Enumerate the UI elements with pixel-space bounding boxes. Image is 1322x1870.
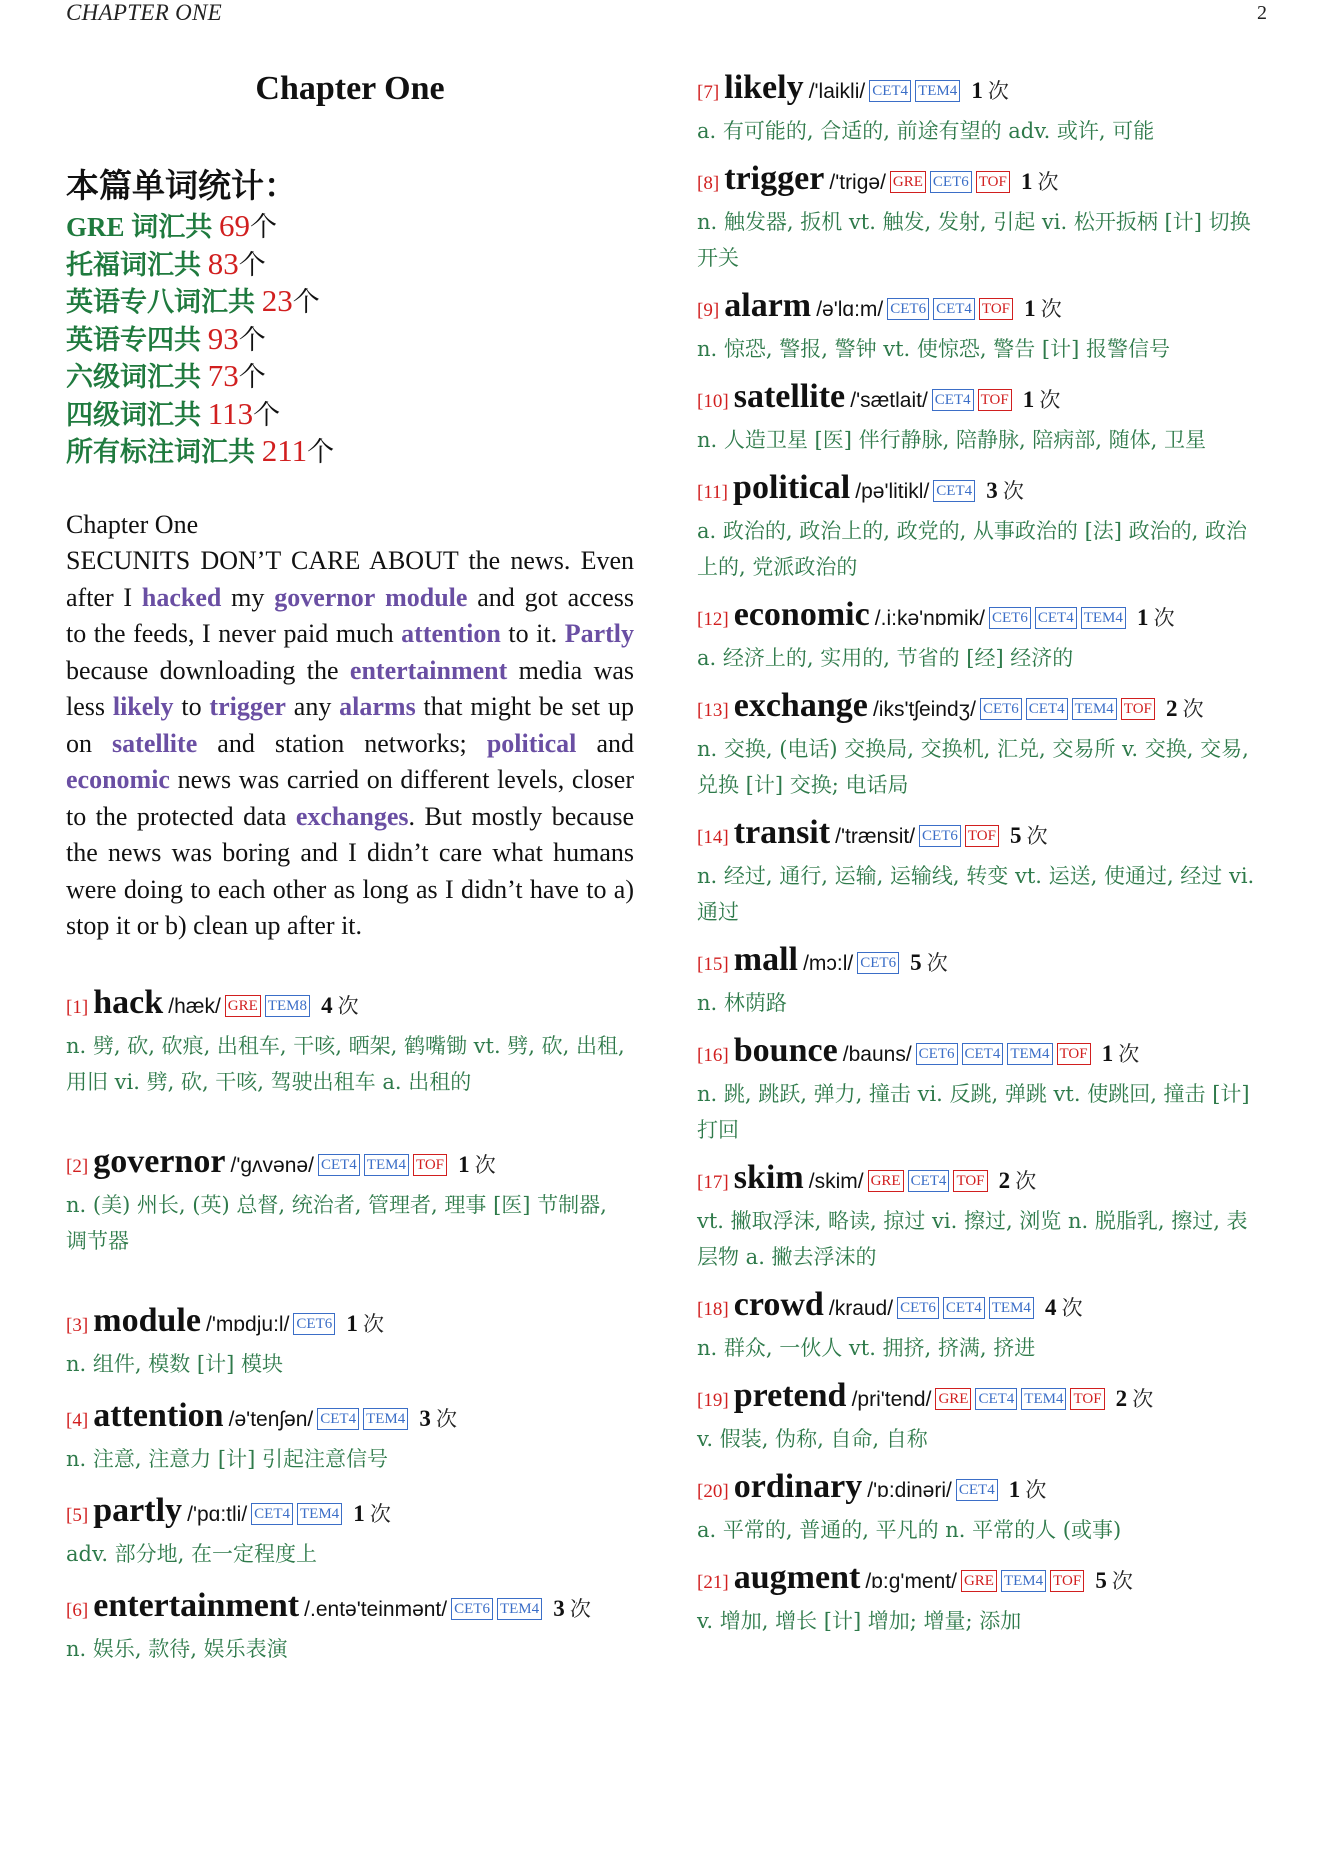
exam-tag: GRE	[225, 995, 261, 1017]
passage-text: to it.	[500, 619, 565, 648]
occurrence-count: 1	[1020, 169, 1033, 194]
entry-index: [21]	[697, 1572, 729, 1593]
times-label: 次	[1182, 697, 1204, 721]
vocab-entry	[697, 940, 1267, 1021]
exam-tag: CET4	[962, 1043, 1004, 1065]
entry-index: [8]	[697, 173, 720, 194]
vocab-entry	[697, 377, 1267, 458]
passage-text: and station networks;	[197, 728, 487, 758]
headword: political	[733, 469, 851, 506]
entry-header	[697, 159, 1267, 204]
passage-text: to	[173, 692, 210, 721]
highlighted-word: likely	[112, 692, 174, 721]
entry-index: [18]	[697, 1299, 729, 1320]
occurrence-count: 1	[1101, 1041, 1114, 1066]
definition: n. 惊恐, 警报, 警钟 vt. 使惊恐, 警告 [计] 报警信号	[697, 337, 1170, 361]
passage	[66, 507, 634, 945]
exam-tag: TEM4	[363, 1408, 408, 1430]
entry-header	[66, 1301, 634, 1346]
vocab-entry	[697, 813, 1267, 930]
exam-tag: CET4	[869, 80, 911, 102]
passage-text: news was carried on different levels, closer to the protected data	[66, 765, 634, 831]
definition: a. 有可能的, 合适的, 前途有望的 adv. 或许, 可能	[697, 119, 1155, 143]
vocab-entry	[697, 1285, 1267, 1366]
phonetic: /'mɒdju:l/	[206, 1312, 290, 1336]
definition: adv. 部分地, 在一定程度上	[66, 1541, 318, 1566]
entry-header	[697, 686, 1267, 731]
headword: attention	[93, 1396, 224, 1434]
times-label: 次	[1037, 170, 1059, 194]
highlighted-word: Partly	[564, 619, 634, 648]
passage-body	[66, 543, 634, 945]
stat-line	[66, 246, 634, 284]
times-label: 次	[1153, 606, 1175, 630]
occurrence-count: 1	[1008, 1477, 1021, 1502]
stat-count: 73	[207, 358, 239, 393]
entry-index: [5]	[66, 1504, 89, 1526]
highlighted-word: attention	[401, 619, 501, 648]
stat-count: 93	[207, 320, 239, 356]
chapter-title: Chapter One	[255, 70, 445, 107]
exam-tag: CET4	[975, 1388, 1017, 1410]
occurrence-count: 1	[458, 1151, 470, 1177]
stat-line	[66, 358, 634, 396]
definition: n. 人造卫星 [医] 伴行静脉, 陪静脉, 陪病部, 随体, 卫星	[697, 428, 1207, 452]
passage-text: that might be set up on	[66, 692, 634, 758]
headword: economic	[733, 596, 870, 633]
times-label: 次	[1132, 1387, 1154, 1411]
occurrence-count: 1	[1022, 387, 1035, 412]
times-label: 次	[1039, 388, 1061, 412]
exam-tag: TEM8	[265, 995, 310, 1017]
entry-index: [17]	[697, 1172, 729, 1193]
stat-line	[66, 321, 634, 359]
occurrence-count: 1	[1136, 605, 1149, 630]
entry-header	[697, 468, 1267, 513]
exam-tag: GRE	[868, 1170, 904, 1192]
occurrence-count: 3	[986, 478, 998, 503]
entry-header	[697, 377, 1267, 422]
stat-line	[66, 283, 634, 321]
entry-index: [6]	[66, 1599, 89, 1621]
highlighted-word: module	[385, 582, 468, 612]
vocab-entry	[66, 1491, 634, 1572]
occurrence-count: 5	[910, 950, 922, 975]
headword: ordinary	[733, 1468, 863, 1505]
entry-index: [20]	[697, 1481, 729, 1502]
phonetic: /'gʌvənə/	[230, 1153, 314, 1177]
entry-index: [19]	[697, 1390, 729, 1411]
stat-line	[66, 396, 634, 434]
times-label: 次	[1025, 1478, 1047, 1502]
headword: augment	[733, 1559, 861, 1596]
headword: pretend	[733, 1377, 847, 1414]
vocab-list-right	[697, 68, 1267, 1639]
stat-unit: 个	[292, 287, 320, 317]
exam-tag: CET6	[897, 1297, 939, 1319]
exam-tag: TEM4	[989, 1297, 1034, 1319]
vocab-entry	[697, 686, 1267, 803]
exam-tag: TEM4	[1072, 698, 1117, 720]
times-label: 次	[987, 79, 1009, 103]
passage-text: . But mostly because the news was boring and I didn’t care what humans were doing to each other as long as I didn’t have to a) stop it or b) clean up after it.	[66, 801, 634, 940]
exam-tag: TEM4	[297, 1503, 342, 1525]
exam-tag: GRE	[961, 1570, 997, 1592]
exam-tag: CET6	[930, 171, 972, 193]
occurrence-count: 5	[1095, 1568, 1107, 1593]
stat-label: 所有标注词汇共	[66, 437, 262, 467]
headword: transit	[733, 814, 831, 851]
entry-header	[66, 1142, 634, 1187]
vocab-entry	[66, 1396, 634, 1477]
passage-text: media was less	[66, 655, 634, 721]
phonetic: /'laikli/	[808, 80, 866, 103]
vocab-entry	[697, 1031, 1267, 1148]
highlighted-word: economic	[66, 765, 170, 794]
definition: n. (美) 州长, (英) 总督, 统治者, 管理者, 理事 [医] 节制器, 调节器	[66, 1192, 607, 1253]
definition: n. 群众, 一伙人 vt. 拥挤, 挤满, 挤进	[697, 1336, 1036, 1360]
vocab-entry	[697, 68, 1267, 149]
passage-text: and	[576, 728, 634, 758]
exam-tag: CET6	[887, 298, 929, 320]
entry-header	[66, 1396, 634, 1441]
times-label: 次	[1111, 1569, 1133, 1593]
entry-index: [7]	[697, 82, 720, 103]
exam-tag: TOF	[1057, 1043, 1091, 1065]
stat-count: 23	[261, 283, 293, 318]
vocab-entry	[697, 286, 1267, 367]
definition: n. 触发器, 扳机 vt. 触发, 发射, 引起 vi. 松开扳柄 [计] 切换开关	[697, 210, 1251, 270]
highlighted-word: exchanges	[295, 801, 409, 831]
times-label: 次	[337, 993, 359, 1018]
headword: skim	[733, 1159, 804, 1196]
stats-list	[66, 208, 634, 471]
exam-tag: CET6	[293, 1313, 335, 1335]
stat-unit: 个	[238, 249, 266, 280]
stat-unit: 个	[253, 399, 281, 430]
occurrence-count: 2	[1165, 696, 1178, 721]
running-header: CHAPTER ONE	[66, 0, 222, 25]
vocab-entry	[66, 1301, 634, 1382]
exam-tag: CET4	[956, 1479, 998, 1501]
vocab-entry	[697, 1158, 1267, 1275]
times-label: 次	[569, 1596, 591, 1621]
phonetic: /kraud/	[828, 1297, 894, 1320]
entry-index: [3]	[66, 1314, 89, 1336]
highlighted-word: trigger	[209, 692, 286, 721]
page-number: 2	[1257, 2, 1267, 24]
phonetic: /ə'lɑ:m/	[816, 298, 884, 321]
passage-text: any	[285, 692, 340, 721]
entry-header	[697, 286, 1267, 331]
exam-tag: CET4	[933, 298, 975, 320]
exam-tag: CET4	[908, 1170, 950, 1192]
entry-header	[697, 813, 1267, 858]
times-label: 次	[1026, 824, 1048, 848]
occurrence-count: 2	[998, 1168, 1011, 1193]
entry-header	[66, 983, 634, 1028]
entry-header	[697, 595, 1267, 640]
times-label: 次	[1118, 1042, 1140, 1066]
phonetic: /'ɒ:dinəri/	[867, 1479, 952, 1502]
times-label: 次	[435, 1406, 457, 1431]
exam-tag: TOF	[978, 389, 1012, 411]
entry-index: [2]	[66, 1155, 89, 1177]
exam-tag: TEM4	[364, 1154, 409, 1176]
times-label: 次	[362, 1311, 384, 1336]
headword: satellite	[733, 378, 846, 415]
passage-text: and got access to the feeds, I never paid much	[66, 582, 634, 648]
stat-count: 113	[207, 395, 254, 431]
entry-index: [15]	[697, 954, 729, 975]
occurrence-count: 4	[1045, 1295, 1057, 1320]
passage-text: because downloading the	[66, 655, 350, 685]
highlighted-word: governor	[274, 582, 376, 612]
exam-tag: GRE	[890, 171, 926, 193]
exam-tag: CET4	[251, 1503, 293, 1525]
stat-unit: 个	[250, 212, 278, 242]
passage-text	[375, 583, 385, 612]
phonetic: /'trigə/	[829, 171, 886, 194]
entry-index: [14]	[697, 827, 729, 848]
left-column	[66, 60, 634, 1667]
exam-tag: TOF	[413, 1154, 447, 1176]
entry-header	[66, 1491, 634, 1536]
vocab-list-left	[66, 983, 634, 1667]
vocab-entry	[697, 159, 1267, 276]
occurrence-count: 3	[419, 1405, 431, 1431]
exam-tag: CET6	[989, 607, 1031, 629]
passage-text: my	[221, 582, 275, 612]
entry-header	[697, 1031, 1267, 1076]
headword: alarm	[724, 287, 812, 324]
definition: vt. 撇取浮沫, 略读, 掠过 vi. 擦过, 浏览 n. 脱脂乳, 擦过, 表层物 a. 撇去浮沫的	[697, 1209, 1248, 1269]
entry-header	[697, 1285, 1267, 1330]
exam-tag: TEM4	[497, 1598, 542, 1620]
exam-tag: GRE	[935, 1388, 971, 1410]
stat-line	[66, 433, 634, 471]
exam-tag: CET6	[916, 1043, 958, 1065]
occurrence-count: 5	[1010, 823, 1022, 848]
exam-tag: TEM4	[915, 80, 960, 102]
entry-header	[697, 1558, 1267, 1603]
phonetic: /pri'tend/	[851, 1388, 932, 1411]
exam-tag: TOF	[965, 825, 999, 847]
entry-index: [12]	[697, 609, 729, 630]
exam-tag: CET4	[932, 389, 974, 411]
occurrence-count: 3	[553, 1595, 565, 1621]
stat-unit: 个	[238, 324, 266, 355]
headword: mall	[733, 941, 798, 978]
headword: module	[93, 1301, 201, 1339]
phonetic: /bauns/	[842, 1043, 912, 1066]
stat-unit: 个	[238, 362, 266, 392]
phonetic: /pə'litikl/	[855, 480, 930, 503]
headword: hack	[93, 983, 164, 1021]
headword: governor	[93, 1142, 226, 1180]
phonetic: /ə'tenʃən/	[228, 1407, 314, 1431]
occurrence-count: 1	[971, 78, 983, 103]
definition: v. 增加, 增长 [计] 增加; 增量; 添加	[697, 1609, 1022, 1633]
exam-tag: TEM4	[1001, 1570, 1046, 1592]
stat-label: 托福词汇共	[66, 249, 208, 280]
definition: v. 假装, 伪称, 自命, 自称	[697, 1427, 928, 1451]
times-label: 次	[1040, 297, 1062, 321]
entry-index: [1]	[66, 996, 89, 1018]
headword: entertainment	[93, 1586, 300, 1624]
entry-header	[697, 1376, 1267, 1421]
exam-tag: TEM4	[1021, 1388, 1066, 1410]
exam-tag: CET6	[980, 698, 1022, 720]
passage-heading: Chapter One	[66, 509, 199, 539]
exam-tag: CET4	[318, 1154, 360, 1176]
headword: crowd	[733, 1286, 824, 1323]
phonetic: /'pɑ:tli/	[187, 1502, 248, 1526]
phonetic: /hæk/	[168, 994, 221, 1018]
entry-header	[697, 940, 1267, 985]
phonetic: /ɒ:g'ment/	[865, 1570, 957, 1593]
vocab-entry	[697, 1376, 1267, 1457]
entry-index: [10]	[697, 391, 729, 412]
exam-tag: TOF	[979, 298, 1013, 320]
entry-header	[66, 1586, 634, 1631]
entry-header	[697, 1467, 1267, 1512]
headword: exchange	[733, 687, 868, 724]
vocab-entry	[697, 595, 1267, 676]
stat-label: 英语专八词汇共	[66, 287, 262, 317]
times-label: 次	[1002, 479, 1024, 503]
entry-index: [13]	[697, 700, 729, 721]
stat-line	[66, 208, 634, 246]
headword: bounce	[733, 1032, 838, 1069]
headword: partly	[93, 1491, 183, 1529]
exam-tag: CET4	[317, 1408, 359, 1430]
stat-count: 83	[207, 245, 239, 281]
exam-tag: TOF	[1050, 1570, 1084, 1592]
exam-tag: TOF	[1121, 698, 1155, 720]
definition: n. 交换, (电话) 交换局, 交换机, 汇兑, 交易所 v. 交换, 交易, 兑换 [计] 交换; 电话局	[697, 737, 1249, 797]
exam-tag: CET6	[857, 952, 899, 974]
times-label: 次	[369, 1501, 391, 1526]
exam-tag: TEM4	[1007, 1043, 1052, 1065]
times-label: 次	[926, 951, 948, 975]
stat-label: 六级词汇共	[66, 362, 208, 392]
vocab-entry	[697, 1467, 1267, 1548]
occurrence-count: 1	[346, 1310, 358, 1336]
vocab-entry	[697, 468, 1267, 585]
highlighted-word: hacked	[141, 582, 222, 612]
definition: a. 政治的, 政治上的, 政党的, 从事政治的 [法] 政治的, 政治上的, 党派政治的	[697, 519, 1248, 579]
stat-count: 69	[219, 208, 251, 243]
phonetic: /'sætlait/	[850, 389, 928, 412]
stat-unit: 个	[307, 437, 335, 467]
phonetic: /.i:kə'nɒmik/	[874, 607, 986, 630]
entry-index: [4]	[66, 1409, 89, 1431]
entry-index: [16]	[697, 1045, 729, 1066]
exam-tag: CET4	[1026, 698, 1068, 720]
stat-label: GRE 词汇共	[66, 212, 220, 242]
vocab-entry	[66, 1586, 634, 1667]
exam-tag: CET6	[451, 1598, 493, 1620]
occurrence-count: 1	[1024, 296, 1036, 321]
highlighted-word: satellite	[112, 728, 198, 758]
definition: n. 注意, 注意力 [计] 引起注意信号	[66, 1446, 388, 1471]
exam-tag: TOF	[1070, 1388, 1104, 1410]
exam-tag: TOF	[976, 171, 1010, 193]
vocab-entry	[697, 1558, 1267, 1639]
vocab-entry	[66, 983, 634, 1100]
exam-tag: CET4	[943, 1297, 985, 1319]
exam-tag: CET4	[1035, 607, 1077, 629]
vocab-entry	[66, 1142, 634, 1259]
definition: n. 娱乐, 款待, 娱乐表演	[66, 1636, 288, 1661]
entry-index: [11]	[697, 482, 728, 503]
times-label: 次	[1061, 1296, 1083, 1320]
times-label: 次	[474, 1152, 496, 1177]
exam-tag: TEM4	[1081, 607, 1126, 629]
stat-label: 英语专四共	[66, 324, 208, 355]
definition: n. 劈, 砍, 砍痕, 出租车, 干咳, 晒架, 鹤嘴锄 vt. 劈, 砍, 出租, 用旧 vi. 劈, 砍, 干咳, 驾驶出租车 a. 出租的	[66, 1033, 625, 1094]
phonetic: /.entə'teinmənt/	[304, 1597, 448, 1621]
stat-count: 211	[261, 433, 308, 468]
headword: trigger	[724, 160, 825, 197]
occurrence-count: 1	[353, 1500, 365, 1526]
headword: likely	[724, 69, 804, 106]
definition: a. 经济上的, 实用的, 节省的 [经] 经济的	[697, 646, 1074, 670]
highlighted-word: entertainment	[349, 655, 508, 685]
exam-tag: TOF	[953, 1170, 987, 1192]
definition: a. 平常的, 普通的, 平凡的 n. 平常的人 (或事)	[697, 1518, 1122, 1542]
right-column	[697, 60, 1267, 1639]
definition: n. 经过, 通行, 运输, 运输线, 转变 vt. 运送, 使通过, 经过 vi. 通过	[697, 864, 1255, 924]
entry-header	[697, 1158, 1267, 1203]
phonetic: /iks'tʃeindʒ/	[872, 698, 976, 721]
exam-tag: CET6	[919, 825, 961, 847]
highlighted-word: alarms	[339, 692, 416, 721]
entry-header	[697, 68, 1267, 113]
exam-tag: CET4	[933, 480, 975, 502]
entry-index: [9]	[697, 300, 720, 321]
occurrence-count: 4	[321, 992, 333, 1018]
phonetic: /mɔ:l/	[803, 952, 854, 975]
phonetic: /'trænsit/	[835, 825, 916, 848]
phonetic: /skim/	[808, 1170, 864, 1193]
definition: n. 组件, 模数 [计] 模块	[66, 1351, 283, 1376]
stat-label: 四级词汇共	[66, 399, 208, 430]
stats-heading: 本篇单词统计：	[66, 167, 297, 204]
highlighted-word: political	[486, 728, 577, 758]
passage-text: SECUNITS DON’T CARE ABOUT the news. Even after I	[66, 546, 634, 612]
definition: n. 林荫路	[697, 991, 787, 1015]
occurrence-count: 2	[1115, 1386, 1128, 1411]
times-label: 次	[1015, 1169, 1037, 1193]
definition: n. 跳, 跳跃, 弹力, 撞击 vi. 反跳, 弹跳 vt. 使跳回, 撞击 [计] 打回	[697, 1082, 1250, 1142]
